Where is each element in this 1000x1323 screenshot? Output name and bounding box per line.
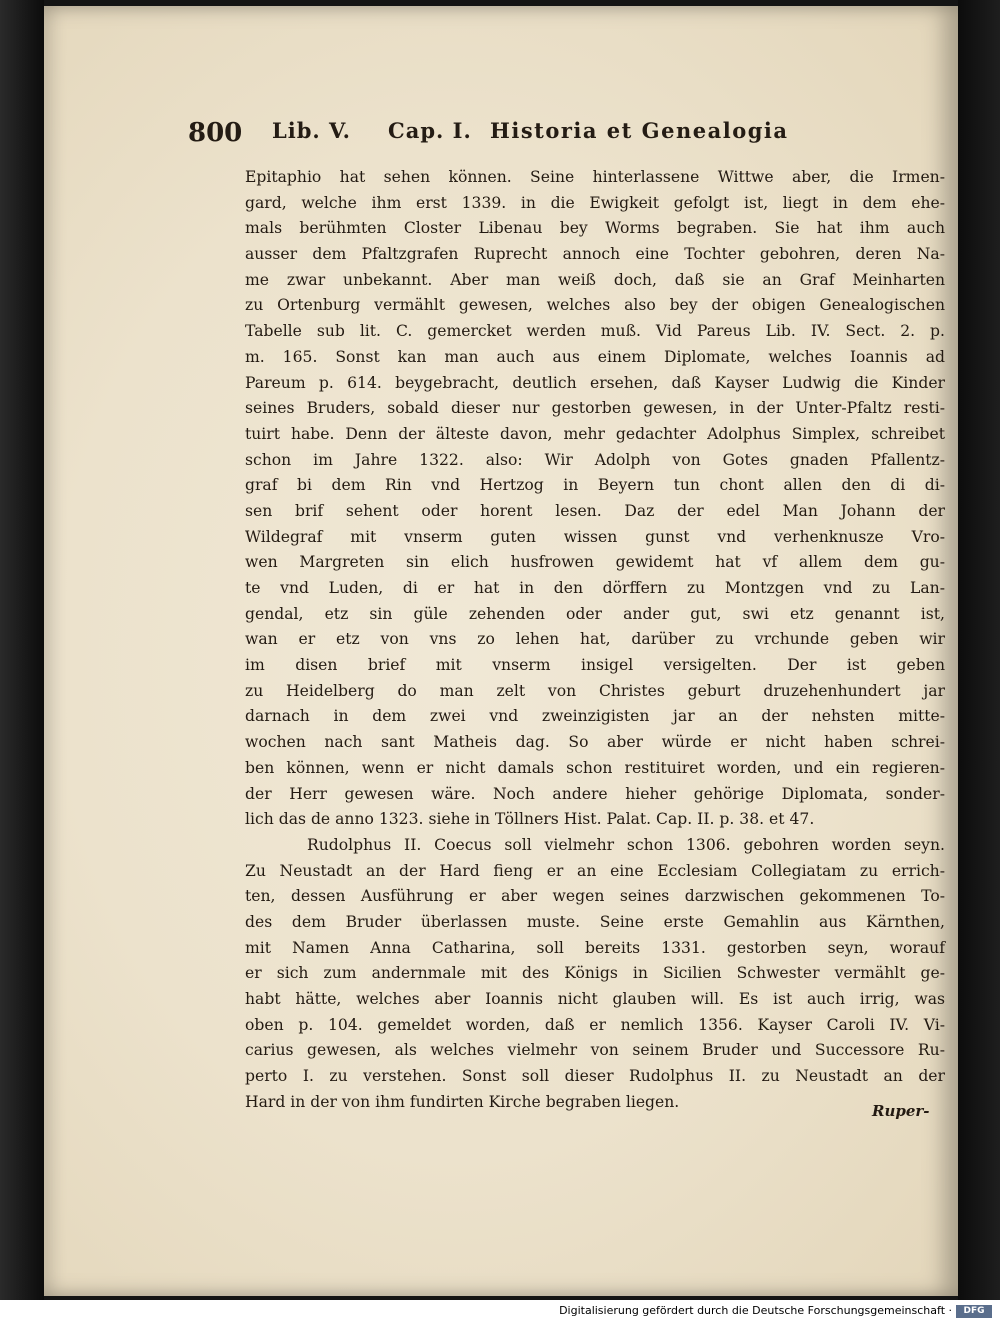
text-line: me zwar unbekannt. Aber man weiß doch, daß sie an Graf Meinharten — [245, 270, 945, 289]
text-line: sen brif sehent oder horent lesen. Daz der edel Man Johann der — [245, 501, 945, 520]
text-line: des dem Bruder überlassen muste. Seine erste Gemahlin aus Kärnthen, — [245, 912, 945, 931]
text-line: wen Margreten sin elich husfrowen gewidemt hat vf allem dem gu- — [245, 553, 945, 572]
text-line: lich das de anno 1323. siehe in Töllners Hist. Palat. Cap. II. p. 38. et 47. — [245, 810, 815, 829]
text-line: tuirt habe. Denn der älteste davon, mehr gedachter Adolphus Simplex, schreibet — [245, 424, 945, 443]
footer-bar — [0, 1300, 1000, 1323]
footer-credit: Digitalisierung gefördert durch die Deutsche Forschungsgemeinschaft · — [559, 1304, 952, 1317]
text-line: der Herr gewesen wäre. Noch andere hieher gehörige Diplomata, sonder- — [245, 784, 945, 803]
catchword: Ruper- — [872, 1102, 930, 1120]
dfg-logo: DFG — [956, 1305, 992, 1318]
text-line: mit Namen Anna Catharina, soll bereits 1331. gestorben seyn, worauf — [245, 938, 945, 957]
text-line: er sich zum andernmale mit des Königs in Sicilien Schwester vermählt ge- — [245, 964, 945, 983]
page-number: 800 — [188, 118, 243, 148]
text-line: Wildegraf mit vnserm guten wissen gunst vnd verhenknusze Vro- — [245, 527, 945, 546]
text-line: Hard in der von ihm fundirten Kirche begraben liegen. — [245, 1092, 680, 1111]
text-line: im disen brief mit vnserm insigel versigelten. Der ist geben — [245, 656, 945, 675]
text-line: gendal, etz sin güle zehenden oder ander gut, swi etz genannt ist, — [245, 604, 945, 623]
text-line: ausser dem Pfaltzgrafen Ruprecht annoch eine Tochter gebohren, deren Na- — [245, 245, 945, 264]
text-line: graf bi dem Rin vnd Hertzog in Beyern tun chont allen den di di- — [245, 476, 945, 495]
text-line: habt hätte, welches aber Ioannis nicht glauben will. Es ist auch irrig, was — [245, 990, 945, 1008]
text-line: m. 165. Sonst kan man auch aus einem Diplomate, welches Ioannis ad — [245, 347, 945, 366]
text-line: schon im Jahre 1322. also: Wir Adolph von Gotes gnaden Pfallentz- — [245, 450, 945, 469]
text-line: Epitaphio hat sehen können. Seine hinterlassene Wittwe aber, die Irmen- — [245, 168, 945, 186]
scan-edge-left — [0, 0, 44, 1300]
running-header — [188, 118, 838, 154]
text-line: Pareum p. 614. beygebracht, deutlich ersehen, daß Kayser Ludwig die Kinder — [245, 373, 945, 392]
text-line: zu Ortenburg vermählt gewesen, welches also bey der obigen Genealogischen — [245, 296, 945, 315]
text-line: carius gewesen, als welches vielmehr von seinem Bruder und Successore Ru- — [245, 1041, 945, 1060]
header-title: Historia et Genealogia — [490, 118, 789, 143]
text-line: darnach in dem zwei vnd zweinzigisten jar an der nehsten mitte- — [245, 707, 945, 726]
text-line: ben können, wenn er nicht damals schon restituiret worden, und ein regieren- — [245, 758, 945, 777]
text-line: wochen nach sant Matheis dag. So aber würde er nicht haben schrei- — [245, 733, 945, 752]
header-chapter: Cap. I. — [388, 118, 472, 143]
text-line: mals berühmten Closter Libenau bey Worms begraben. Sie hat ihm auch — [245, 219, 945, 238]
text-line: Rudolphus II. Coecus soll vielmehr schon 1306. gebohren worden seyn. — [307, 835, 945, 854]
text-line: gard, welche ihm erst 1339. in die Ewigkeit gefolgt ist, liegt in dem ehe- — [245, 193, 945, 212]
text-line: wan er etz von vns zo lehen hat, darüber zu vrchunde geben wir — [245, 630, 945, 649]
header-book: Lib. V. — [272, 118, 351, 143]
body-text — [245, 165, 945, 1115]
text-line: oben p. 104. gemeldet worden, daß er nemlich 1356. Kayser Caroli IV. Vi- — [245, 1015, 945, 1034]
text-line: Tabelle sub lit. C. gemercket werden muß. Vid Pareus Lib. IV. Sect. 2. p. — [245, 322, 945, 341]
text-line: te vnd Luden, di er hat in den dörffern zu Montzgen vnd zu Lan- — [245, 579, 945, 597]
text-line: Zu Neustadt an der Hard fieng er an eine Ecclesiam Collegiatam zu errich- — [245, 861, 945, 880]
text-line: seines Bruders, sobald dieser nur gestorben gewesen, in der Unter-Pfaltz resti- — [245, 399, 945, 418]
text-line: perto I. zu verstehen. Sonst soll dieser Rudolphus II. zu Neustadt an der — [245, 1067, 945, 1086]
text-line: ten, dessen Ausführung er aber wegen seines darzwischen gekommenen To- — [245, 887, 945, 906]
scan-edge-right — [958, 0, 1000, 1300]
text-line: zu Heidelberg do man zelt von Christes geburt druzehenhundert jar — [245, 681, 945, 700]
